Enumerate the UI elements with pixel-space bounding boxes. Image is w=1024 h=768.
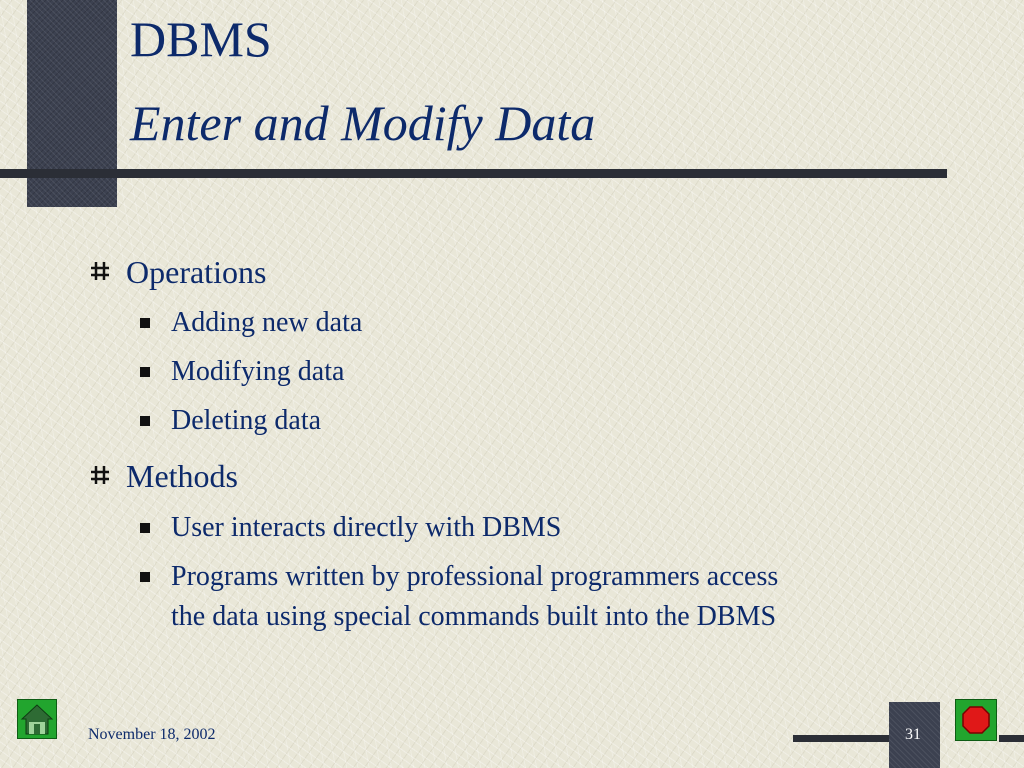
title-divider (0, 169, 947, 178)
sub-bullet-label: Deleting data (171, 405, 322, 436)
hash-bullet-icon (90, 464, 110, 486)
sub-bullet-label: the data using special commands built into the DBMS (171, 601, 777, 632)
bullet-label: Operations (126, 254, 267, 290)
slide-title: DBMS (130, 11, 272, 67)
footer-date: November 18, 2002 (88, 726, 216, 743)
footer-divider-right (999, 735, 1024, 742)
hash-bullet-icon (90, 260, 110, 282)
slide-subtitle: Enter and Modify Data (130, 95, 596, 151)
home-icon (18, 700, 56, 738)
home-button[interactable] (17, 699, 57, 739)
square-bullet-icon (140, 523, 150, 533)
sub-bullet-label: Adding new data (171, 307, 363, 338)
square-bullet-icon (140, 572, 150, 582)
page-number: 31 (905, 726, 921, 743)
footer-divider (793, 735, 889, 742)
stop-icon (956, 700, 996, 740)
sub-bullet-label: Programs written by professional programmers access (171, 561, 779, 592)
end-show-button[interactable] (955, 699, 997, 741)
sub-bullet-label: User interacts directly with DBMS (171, 512, 562, 543)
square-bullet-icon (140, 367, 150, 377)
square-bullet-icon (140, 318, 150, 328)
square-bullet-icon (140, 416, 150, 426)
sub-bullet-label: Modifying data (171, 356, 345, 387)
bullet-label: Methods (126, 458, 238, 494)
